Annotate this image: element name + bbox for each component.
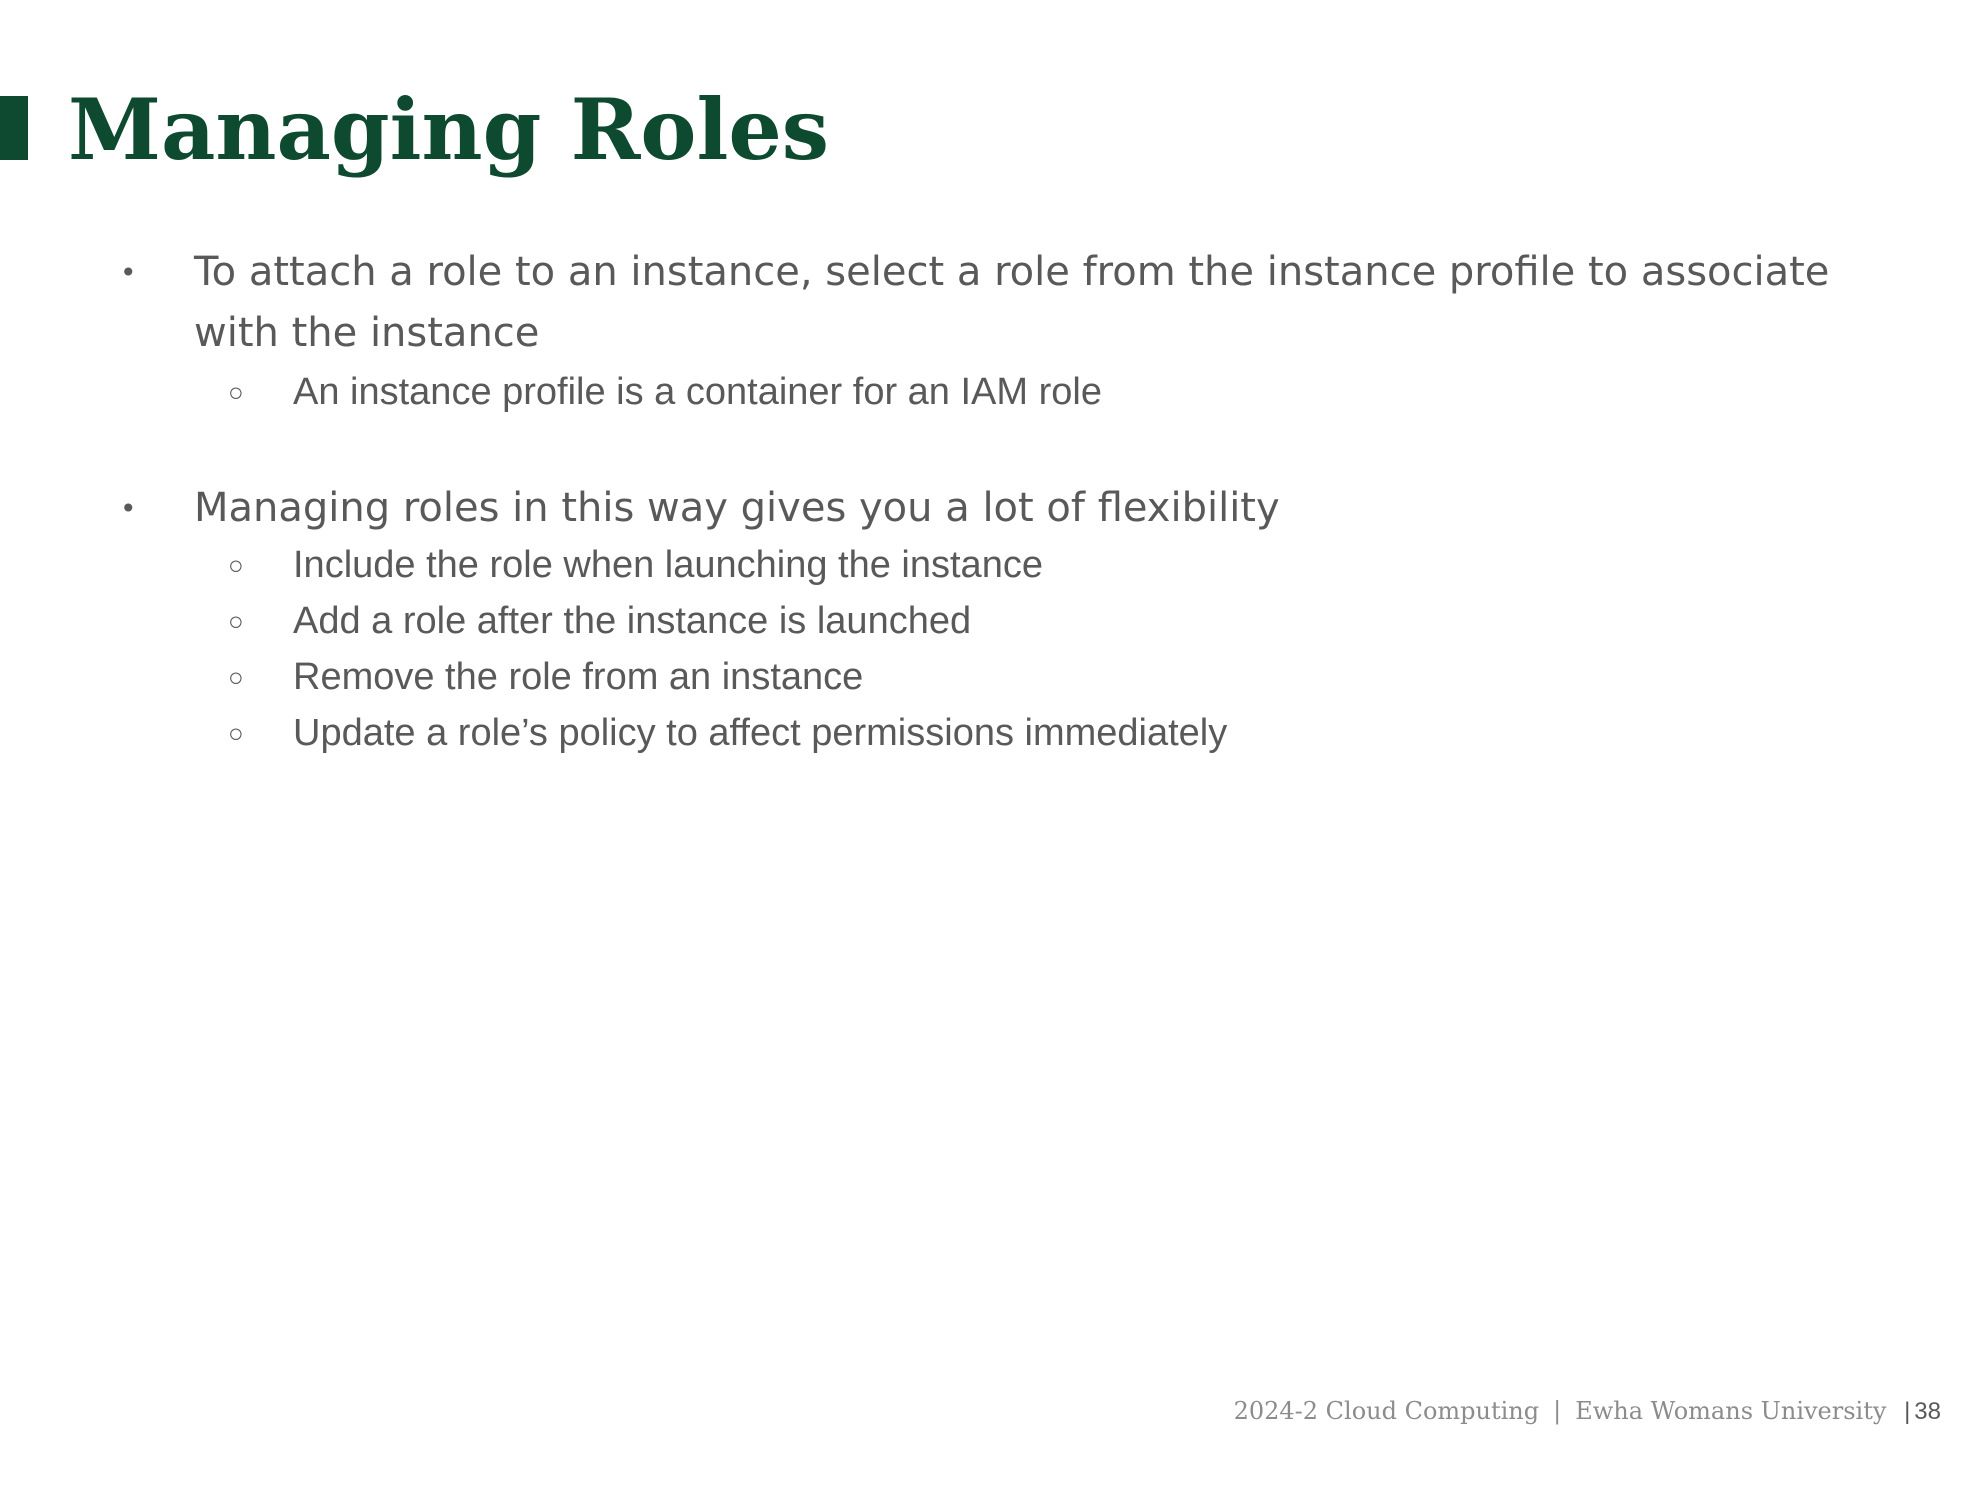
subbullet-item [0, 364, 1980, 420]
subbullet-item [0, 705, 1980, 761]
bullet-dot-icon: • [120, 492, 137, 525]
footer-university: Ewha Womans University [1575, 1397, 1887, 1425]
subbullet-text: An instance profile is a container for an IAM role [293, 371, 1102, 413]
slide-title: Managing Roles [68, 80, 830, 179]
subbullet-circle-icon: ○ [228, 662, 244, 692]
subbullet-item [0, 593, 1980, 649]
slide-footer [1234, 1394, 1941, 1429]
subbullet-text: Include the role when launching the instance [293, 544, 1043, 586]
subbullet-circle-icon: ○ [228, 718, 244, 748]
bullet-item [0, 242, 1980, 364]
page-number: 38 [1914, 1398, 1941, 1425]
footer-separator: | [1553, 1397, 1562, 1425]
subbullet-circle-icon: ○ [228, 606, 244, 636]
subbullet-text: Update a role’s policy to affect permissions immediately [293, 712, 1228, 754]
subbullet-text: Remove the role from an instance [293, 656, 864, 698]
bullet-item [0, 478, 1980, 539]
subbullet-item [0, 649, 1980, 705]
subbullet-item [0, 537, 1980, 593]
subbullet-circle-icon: ○ [228, 377, 244, 407]
subbullet-circle-icon: ○ [228, 550, 244, 580]
footer-course: 2024-2 Cloud Computing [1233, 1397, 1540, 1425]
bullet-text: Managing roles in this way gives you a lot of flexibility [194, 485, 1280, 531]
subbullet-text: Add a role after the instance is launched [293, 600, 972, 642]
footer-page-separator: | [1904, 1398, 1911, 1425]
bullet-text: To attach a role to an instance, select a role from the instance profile to associate with the instance [194, 249, 1830, 356]
bullet-dot-icon: • [120, 256, 137, 289]
